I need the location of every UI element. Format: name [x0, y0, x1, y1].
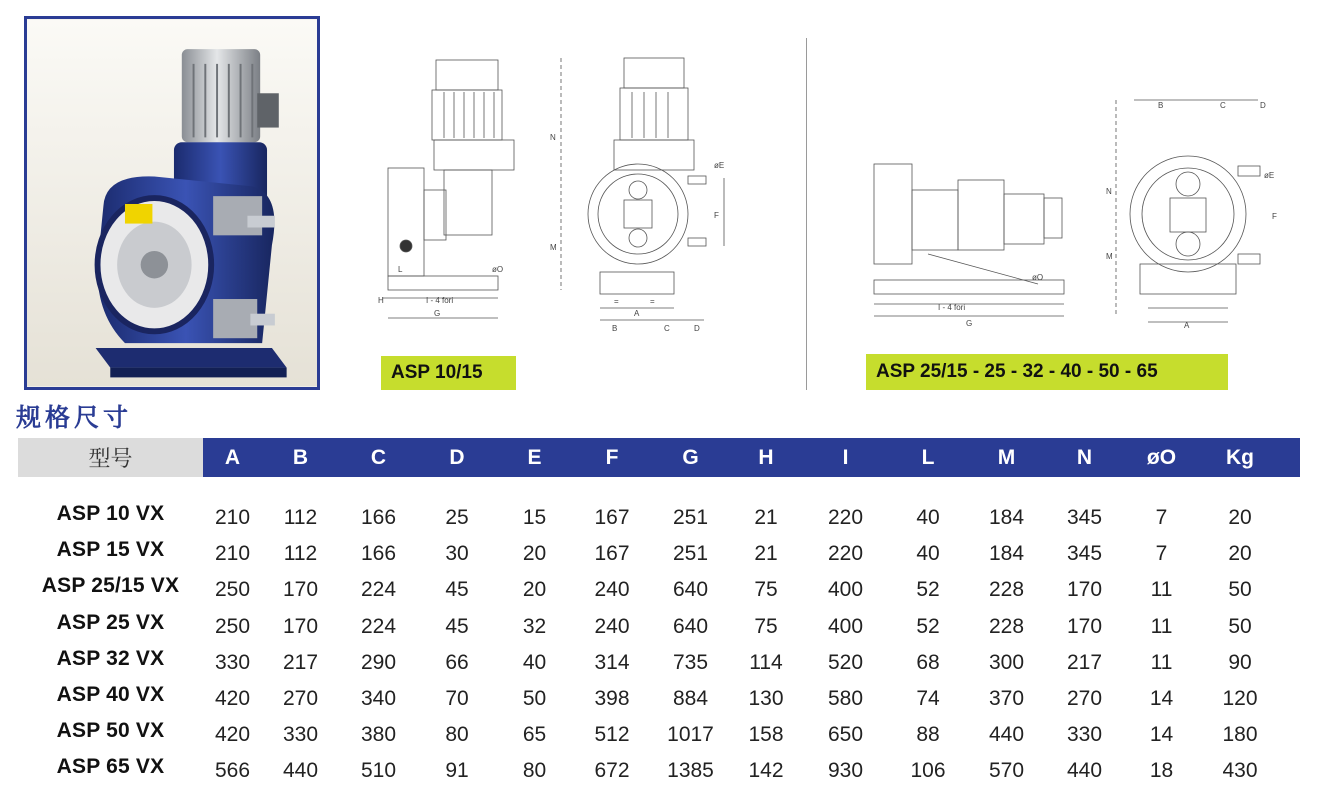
table-cell: 184: [988, 506, 1025, 530]
row-values: [203, 651, 1300, 675]
model-name: ASP 65 VX: [56, 755, 165, 779]
table-cell: 80: [522, 759, 547, 783]
technical-drawing-large: [868, 94, 1280, 334]
model-name: ASP 10 VX: [56, 502, 165, 526]
svg-text:A: A: [1184, 321, 1190, 330]
table-cell: 166: [360, 506, 397, 530]
svg-text:D: D: [1260, 101, 1266, 110]
table-cell: 70: [445, 687, 469, 711]
row-values: [203, 723, 1300, 747]
svg-text:C: C: [664, 324, 670, 333]
table-cell: 224: [360, 578, 397, 602]
svg-text:F: F: [1272, 212, 1277, 221]
column-header: M: [997, 445, 1016, 469]
svg-text:B: B: [612, 324, 618, 333]
table-cell: 50: [522, 687, 547, 711]
table-cell: 112: [283, 506, 318, 530]
table-cell: 220: [827, 542, 864, 566]
table-cell: 21: [754, 542, 778, 566]
table-cell: 250: [214, 614, 251, 638]
table-cell: 45: [445, 578, 469, 602]
svg-text:D: D: [694, 324, 700, 333]
row-values: [203, 578, 1300, 602]
table-cell: 1017: [667, 723, 714, 747]
table-cell: 25: [445, 506, 469, 530]
row-values: [203, 506, 1300, 530]
column-header: H: [758, 445, 774, 469]
row-values: [203, 542, 1300, 566]
column-header: C: [370, 445, 387, 469]
table-cell: 180: [1222, 723, 1258, 747]
row-values: [203, 759, 1300, 783]
column-header: Kg: [1226, 445, 1254, 469]
table-cell: 512: [594, 723, 630, 747]
table-cell: 65: [522, 723, 547, 747]
table-cell: 75: [754, 614, 778, 638]
table-cell: 90: [1228, 650, 1252, 674]
table-cell: 20: [1228, 542, 1252, 566]
table-cell: 7: [1155, 506, 1168, 530]
table-cell: 370: [988, 687, 1025, 711]
column-header: L: [921, 445, 935, 469]
column-header: E: [527, 445, 542, 469]
table-cell: 166: [360, 542, 397, 566]
table-cell: 18: [1149, 759, 1174, 783]
table-cell: 20: [522, 578, 547, 602]
column-header: D: [449, 445, 465, 469]
table-cell: 40: [916, 506, 940, 530]
table-cell: 75: [754, 578, 778, 602]
table-cell: 345: [1066, 506, 1103, 530]
table-cell: 440: [988, 723, 1025, 747]
table-cell: 672: [594, 759, 630, 783]
table-cell: 345: [1066, 542, 1103, 566]
table-row: [18, 681, 1300, 717]
table-row: [18, 753, 1300, 789]
table-row: [18, 572, 1300, 608]
table-header: [18, 438, 1300, 477]
table-cell: 240: [594, 578, 630, 602]
model-name: ASP 25/15 VX: [41, 574, 180, 598]
table-cell: 220: [827, 506, 864, 530]
svg-text:øO: øO: [492, 265, 504, 274]
table-cell: 210: [214, 542, 251, 566]
table-cell: 158: [748, 723, 784, 747]
table-cell: 80: [445, 723, 469, 747]
table-cell: 52: [916, 578, 940, 602]
holes-label-large: I - 4 fori: [938, 303, 966, 312]
table-cell: 32: [522, 614, 547, 638]
table-body: [18, 500, 1300, 790]
table-cell: 11: [1150, 650, 1173, 674]
model-tag-asp-10-15: ASP 10/15: [381, 356, 516, 390]
table-cell: 170: [1066, 614, 1103, 638]
table-cell: 50: [1228, 614, 1252, 638]
svg-text:G: G: [966, 319, 973, 328]
table-cell: 167: [594, 506, 630, 530]
table-cell: 74: [916, 687, 940, 711]
column-header: A: [224, 445, 241, 469]
table-cell: 11: [1150, 578, 1173, 602]
svg-text:N: N: [550, 133, 556, 142]
table-cell: 251: [672, 506, 709, 530]
table-cell: 300: [988, 650, 1025, 674]
table-row: [18, 645, 1300, 681]
table-cell: 228: [988, 614, 1025, 638]
model-name: ASP 50 VX: [56, 719, 165, 743]
table-cell: 400: [827, 614, 864, 638]
dimension-headers: [203, 438, 1300, 477]
table-row: [18, 717, 1300, 753]
table-cell: 20: [522, 542, 547, 566]
model-column-header: 型号: [18, 438, 203, 477]
divider: [806, 38, 807, 390]
table-cell: 106: [910, 759, 946, 783]
table-cell: 520: [827, 650, 864, 674]
column-header: F: [605, 445, 619, 469]
table-cell: 228: [988, 578, 1025, 602]
table-cell: 330: [214, 650, 251, 674]
svg-text:M: M: [1106, 252, 1113, 261]
table-cell: 430: [1222, 759, 1258, 783]
svg-text:L: L: [398, 265, 403, 274]
spec-table: [18, 438, 1300, 790]
svg-text:B: B: [1158, 101, 1164, 110]
table-cell: 210: [214, 506, 251, 530]
svg-text:C: C: [1220, 101, 1226, 110]
table-cell: 40: [916, 542, 940, 566]
table-cell: 184: [988, 542, 1025, 566]
table-cell: 91: [445, 759, 469, 783]
table-row: [18, 609, 1300, 645]
table-row: [18, 536, 1300, 572]
table-cell: 217: [282, 650, 319, 674]
technical-drawing-small: [374, 50, 726, 340]
table-cell: 14: [1149, 687, 1174, 711]
table-cell: 440: [282, 759, 319, 783]
model-name: ASP 32 VX: [56, 646, 165, 670]
model-tag-asp-25-65: ASP 25/15 - 25 - 32 - 40 - 50 - 65: [866, 354, 1228, 390]
model-name: ASP 15 VX: [56, 538, 165, 562]
table-cell: 217: [1066, 650, 1103, 674]
svg-text:øE: øE: [714, 161, 725, 170]
table-cell: 224: [360, 614, 397, 638]
table-cell: 640: [672, 614, 709, 638]
table-cell: 570: [988, 759, 1025, 783]
column-header: N: [1076, 445, 1093, 469]
table-cell: 340: [360, 687, 397, 711]
table-cell: 7: [1155, 542, 1168, 566]
svg-text:øO: øO: [1032, 273, 1044, 282]
table-cell: 290: [360, 650, 397, 674]
svg-text:G: G: [434, 309, 441, 318]
table-cell: 930: [827, 759, 864, 783]
pump-photo: [24, 16, 320, 390]
table-cell: 640: [672, 578, 709, 602]
table-cell: 270: [282, 687, 319, 711]
column-header: G: [682, 445, 699, 469]
table-cell: 66: [445, 650, 469, 674]
model-name: ASP 25 VX: [56, 610, 165, 634]
table-cell: 330: [282, 723, 319, 747]
table-cell: 50: [1228, 578, 1252, 602]
table-cell: 14: [1149, 723, 1174, 747]
table-cell: 884: [672, 687, 709, 711]
column-header: B: [292, 445, 309, 469]
table-cell: 120: [1222, 687, 1258, 711]
table-cell: 380: [360, 723, 397, 747]
table-cell: 650: [827, 723, 864, 747]
table-cell: 170: [282, 614, 319, 638]
table-cell: 566: [214, 759, 251, 783]
table-cell: 11: [1150, 614, 1173, 638]
svg-text:M: M: [550, 243, 557, 252]
table-row: [18, 500, 1300, 536]
table-cell: 250: [214, 578, 251, 602]
table-cell: 114: [749, 650, 783, 674]
svg-text:øE: øE: [1264, 171, 1275, 180]
section-title: 规格尺寸: [16, 404, 133, 432]
svg-text:A: A: [634, 309, 640, 318]
row-values: [203, 615, 1300, 639]
table-cell: 420: [214, 723, 251, 747]
table-cell: 170: [1066, 578, 1103, 602]
table-cell: 21: [754, 506, 778, 530]
model-name: ASP 40 VX: [56, 683, 165, 707]
table-cell: 330: [1066, 723, 1103, 747]
table-cell: 15: [522, 506, 547, 530]
column-header: I: [842, 445, 849, 469]
table-cell: 20: [1228, 506, 1252, 530]
table-cell: 510: [360, 759, 397, 783]
table-cell: 88: [916, 723, 940, 747]
table-cell: 167: [594, 542, 630, 566]
table-cell: 142: [748, 759, 784, 783]
column-header: øO: [1146, 445, 1177, 469]
svg-text:=: =: [614, 297, 619, 306]
table-cell: 270: [1066, 687, 1103, 711]
table-cell: 170: [282, 578, 319, 602]
table-cell: 240: [594, 614, 630, 638]
table-cell: 400: [827, 578, 864, 602]
table-cell: 251: [672, 542, 709, 566]
table-cell: 130: [748, 687, 784, 711]
table-cell: 314: [594, 650, 630, 674]
table-cell: 1385: [667, 759, 714, 783]
table-cell: 440: [1066, 759, 1103, 783]
table-cell: 68: [916, 650, 940, 674]
row-values: [203, 687, 1300, 711]
svg-text:=: =: [650, 297, 655, 306]
svg-text:H: H: [378, 296, 384, 305]
svg-text:N: N: [1106, 187, 1112, 196]
table-cell: 735: [672, 650, 709, 674]
holes-label: I - 4 fori: [426, 296, 454, 305]
table-cell: 580: [827, 687, 864, 711]
table-cell: 45: [445, 614, 469, 638]
table-cell: 40: [522, 650, 547, 674]
table-cell: 420: [214, 687, 251, 711]
svg-text:F: F: [714, 211, 719, 220]
table-cell: 398: [594, 687, 630, 711]
table-cell: 52: [916, 614, 940, 638]
table-cell: 30: [445, 542, 469, 566]
table-cell: 112: [283, 542, 318, 566]
